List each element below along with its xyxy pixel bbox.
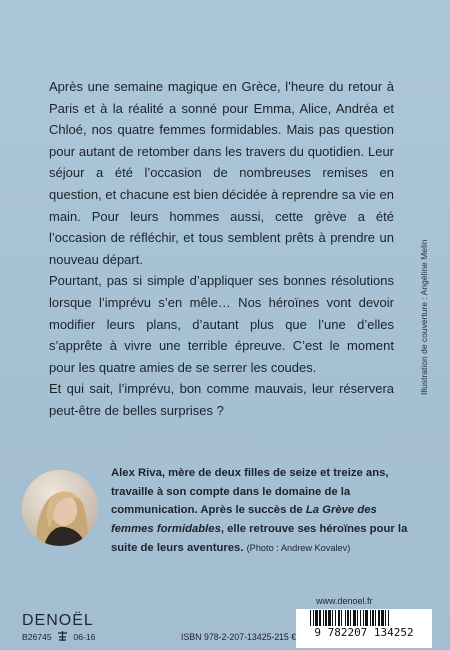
blurb-paragraph-3: Et qui sait, l’imprévu, bon comme mauvais, leur réservera peut-être de belles surprises ?: [49, 381, 394, 418]
publisher-website: www.denoel.fr: [316, 596, 373, 606]
author-bio-start: Alex Riva, mère de deux filles de seize et treize ans, travaille à son compte dans le domaine de la communication. Après le succès de: [111, 467, 389, 517]
author-book-title: La Grève des femmes formidables: [111, 504, 377, 536]
author-portrait-image: [22, 470, 98, 546]
illustration-credit: Illustration de couverture : Angéline Melin: [419, 239, 429, 395]
blurb-paragraph-1: Après une semaine magique en Grèce, l’heure du retour à Paris et à la réalité a sonné pour Emma, Alice, Andréa et Chloé, nos quatre femmes formidables. Mais pas question pour autant de retomber dans les travers du quotidien. Leur séjour a été l’occasion de nombreuses remises en question, et chacune est bien décidée à reprendre sa vie en main. Pour leurs hommes aussi, cette grève a été l’occasion de réfléchir, et tous semblent prêts à prendre un nouveau départ.: [49, 79, 394, 267]
blurb-paragraph-2: Pourtant, pas si simple d’appliquer ses bonnes résolutions lorsque l’imprévu s’en mêle… Nos héroïnes vont devoir modifier leurs plans, d’autant plus que l’une d’elles s’apprête à vivre une terrible épreuve. C’est le moment pour les quatre amies de se serrer les coudes.: [49, 273, 394, 375]
author-bio-end: , elle retrouve ses héroïnes pour la suite de leurs aventures.: [111, 523, 408, 554]
publisher-logo: DENOËL: [22, 612, 94, 629]
barcode-number: 9 782207 134252: [296, 626, 432, 640]
barcode-bars: [296, 609, 432, 626]
product-code: [22, 631, 95, 642]
print-date: 06-16: [73, 632, 96, 642]
price: 15 €: [279, 632, 297, 642]
blurb-text: [49, 76, 394, 422]
publisher-mark-icon: [57, 631, 68, 641]
isbn: ISBN 978-2-207-13425-2: [181, 632, 280, 642]
author-photo: [22, 470, 98, 546]
author-bio: [111, 464, 411, 558]
product-code-number: B26745: [22, 632, 52, 642]
photo-credit: (Photo : Andrew Kovalev): [246, 542, 351, 553]
